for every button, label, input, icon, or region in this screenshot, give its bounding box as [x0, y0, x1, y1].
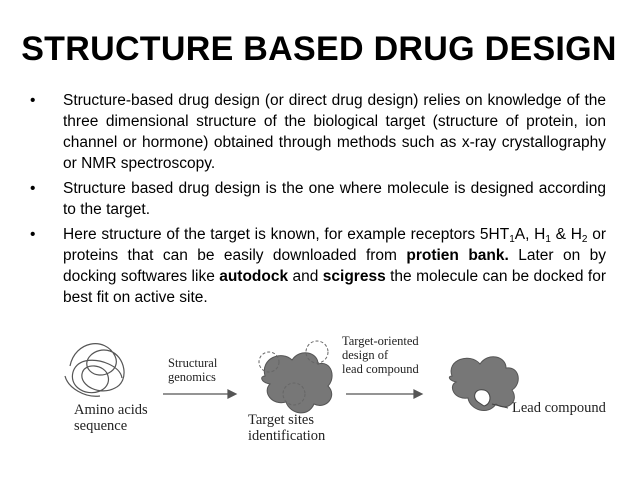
- bullet-text: Structure-based drug design (or direct drug design) relies on knowledge of the three dimensional structure of the biological target (structure of protein, ion channel or hormone) obtained through methods such as x-ray crystallography or NMR spectroscopy.: [63, 92, 606, 172]
- lead-compound-label: Lead compound: [512, 400, 606, 416]
- bullet-dot: •: [30, 180, 36, 197]
- arrow-icon: [346, 390, 422, 398]
- arrow-icon: [163, 390, 236, 398]
- bullet-text: Structure based drug design is the one where molecule is designed according to the target.: [63, 180, 606, 218]
- bullet-item: [30, 224, 606, 308]
- bullet-list: [30, 90, 606, 312]
- bullet-item: [30, 178, 606, 220]
- amino-acid-chain-icon: [65, 344, 124, 397]
- bullet-text: Here structure of the target is known, for example receptors $5HT_1A$, $H_1$ & $H_2$ or proteins that can be easily downloaded from protien bank. Later on by docking softwares like autodock and scigress the molecule can be docked for best fit on active site.: [63, 226, 606, 306]
- bullet-dot: •: [30, 92, 36, 109]
- target-protein-icon: [259, 341, 332, 413]
- slide-title: STRUCTURE BASED DRUG DESIGN: [21, 30, 617, 68]
- bullet-dot: •: [30, 226, 36, 243]
- diagram-graphics: [60, 326, 620, 466]
- target-sites-label: Target sites identification: [248, 412, 326, 444]
- structural-genomics-label: Structural genomics: [168, 356, 218, 384]
- target-oriented-design-label: Target-oriented design of lead compound: [342, 334, 419, 376]
- amino-acids-label: Amino acids sequence: [74, 402, 148, 434]
- bullet-item: [30, 90, 606, 174]
- lead-compound-icon: [449, 357, 518, 411]
- drug-design-diagram: [60, 326, 620, 466]
